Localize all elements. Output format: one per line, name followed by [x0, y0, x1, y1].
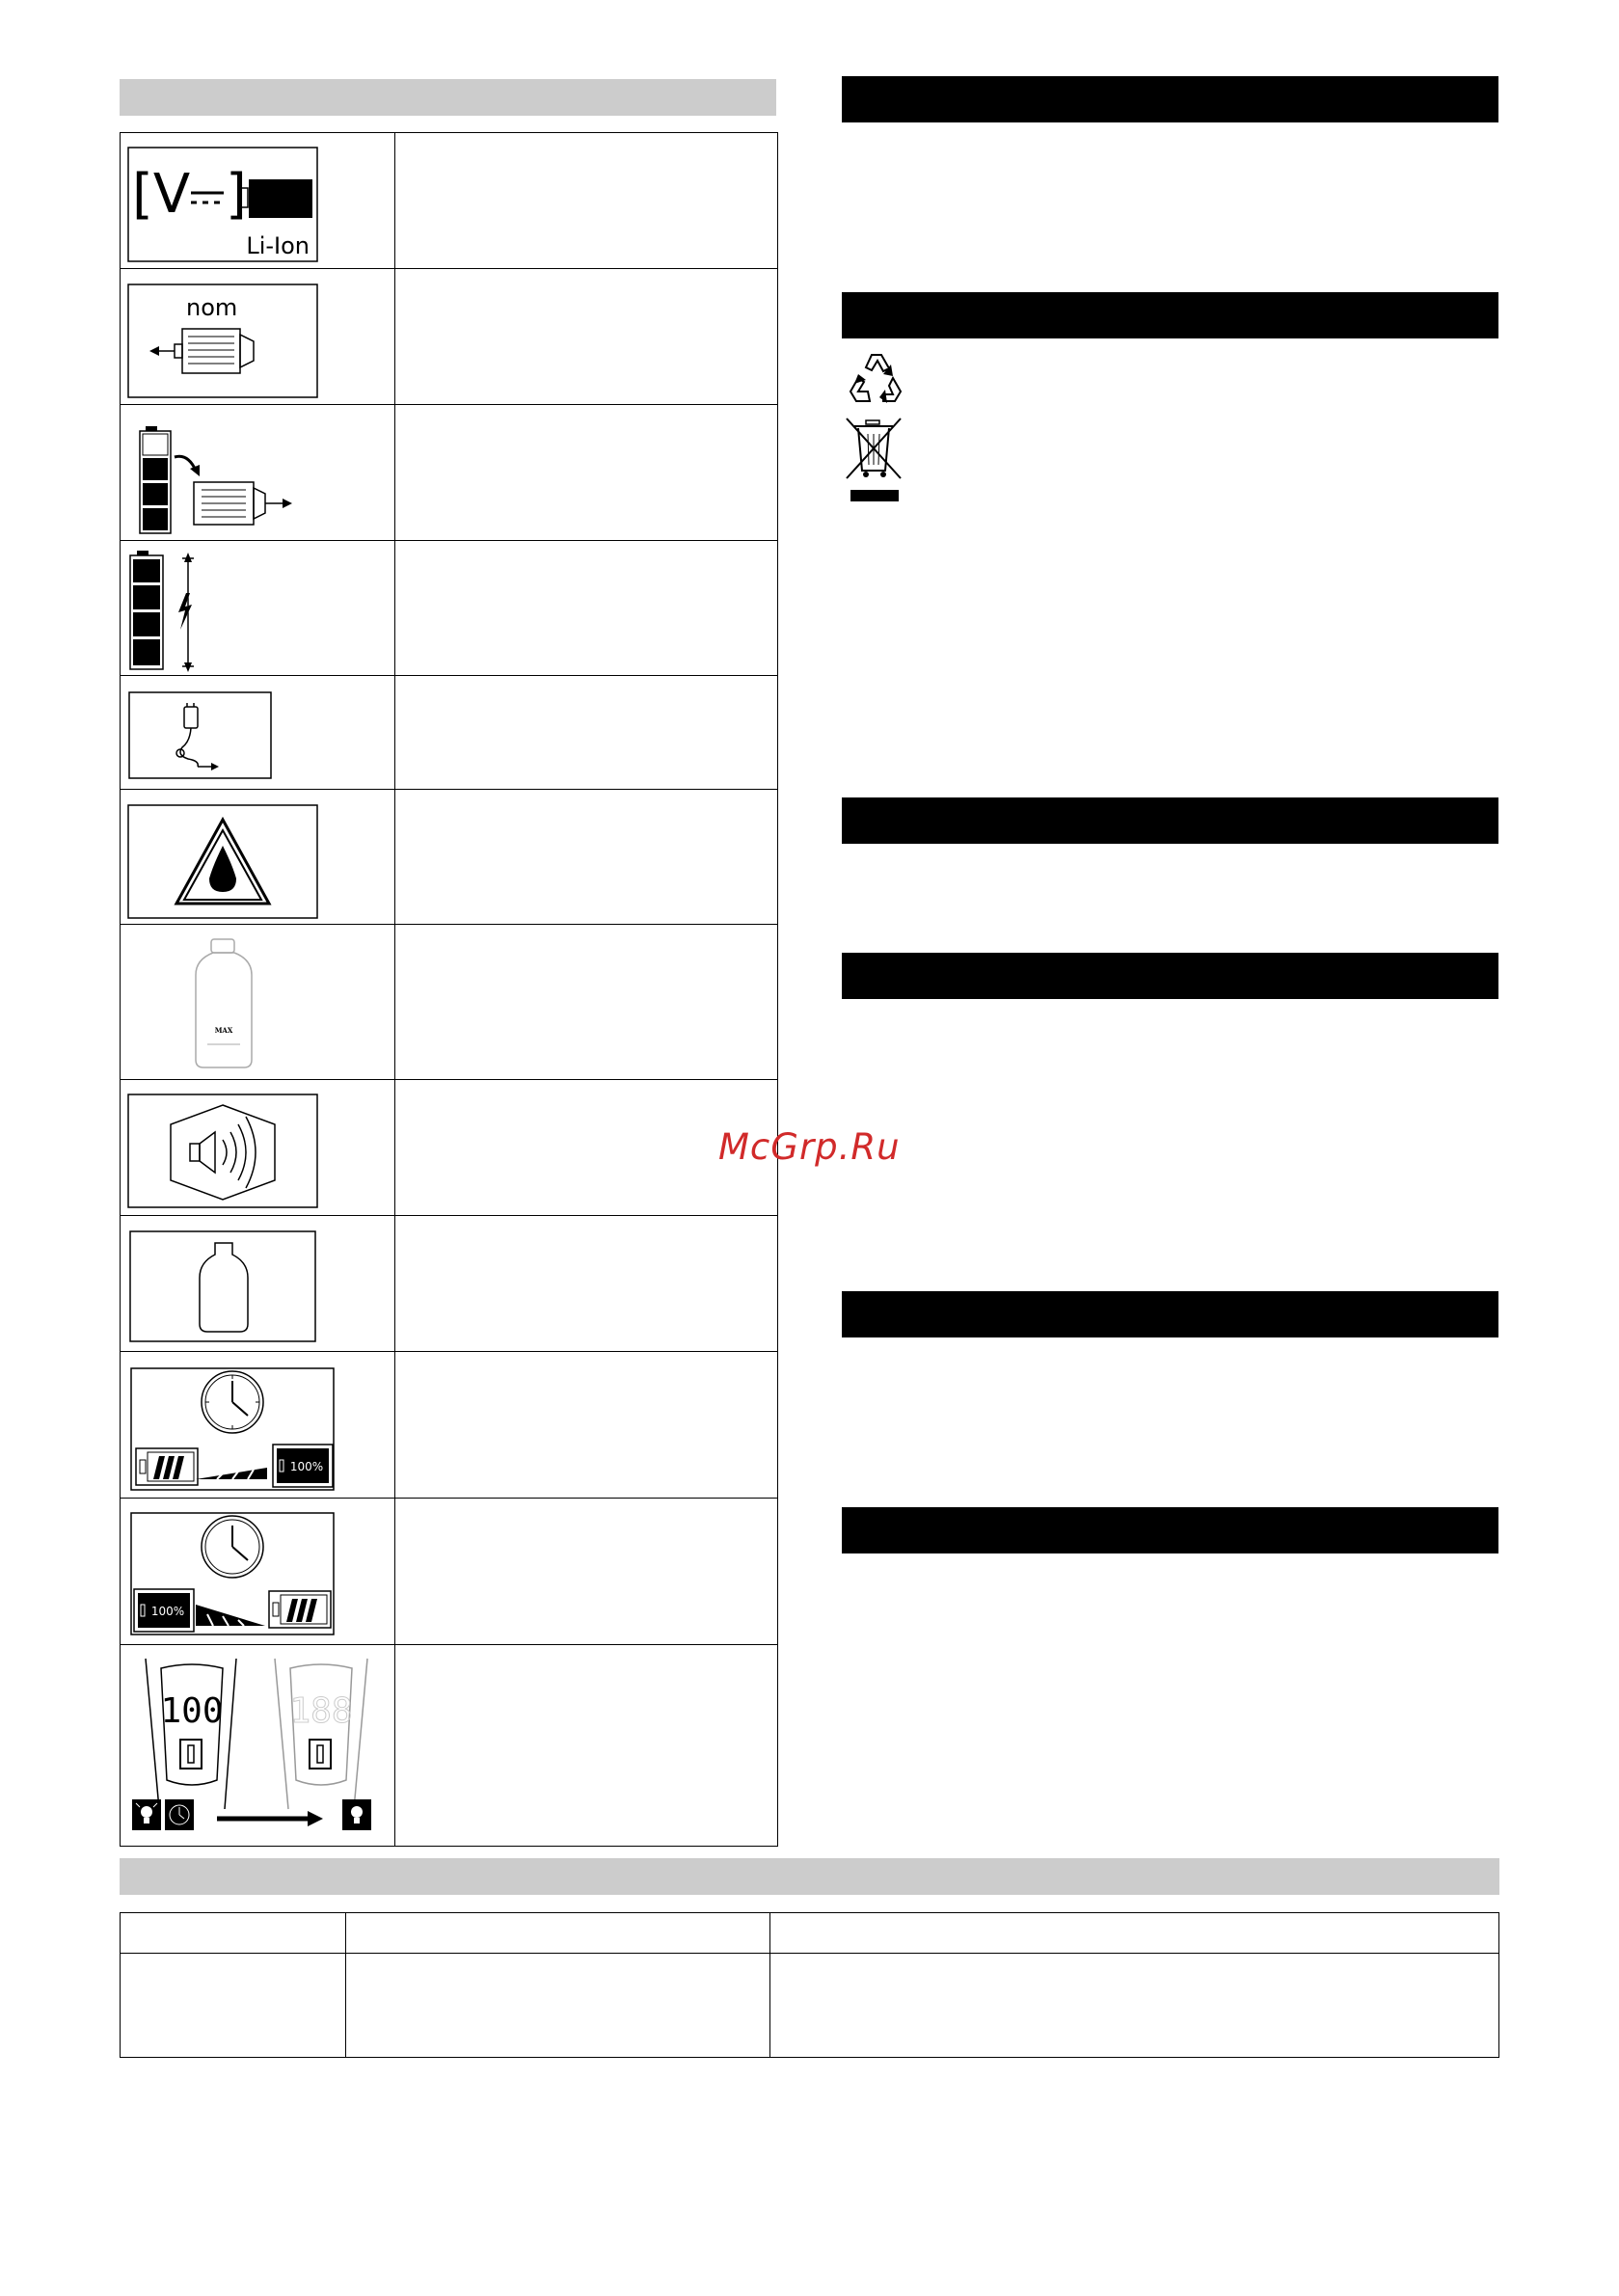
- symbols-section-header: [120, 79, 776, 116]
- recycle-icon: [845, 349, 908, 407]
- symbol-row-warning: [121, 790, 777, 925]
- bottom-section-header: [120, 1858, 1499, 1895]
- symbol-row-charging-time: [121, 1352, 777, 1499]
- section-heading-bar-5: [842, 1291, 1498, 1337]
- charge-complete-label: 100%: [289, 1460, 324, 1473]
- tank-max-icon: [121, 925, 395, 1079]
- section-heading-bar-3: [842, 797, 1498, 844]
- battery-powers-motor-icon: [121, 405, 395, 540]
- section-heading-bar-6: [842, 1507, 1498, 1553]
- svg-text:188: 188: [289, 1691, 353, 1731]
- symbol-row-run-time: [121, 1499, 777, 1645]
- display-indicator-icon: [121, 1645, 395, 1846]
- motor-nominal-icon: [121, 269, 395, 404]
- bottom-table-cell-2: [346, 1954, 770, 2058]
- discharge-start-label: 100%: [150, 1605, 185, 1618]
- battery-lightning-icon: [121, 541, 395, 675]
- symbol-row-display: [121, 1645, 777, 1846]
- bottom-table-header-cell-3: [770, 1913, 1499, 1954]
- bottom-table-header-cell-2: [346, 1913, 770, 1954]
- bottom-table-header-row: [121, 1913, 1499, 1954]
- symbols-table: [120, 132, 778, 1847]
- bottom-table-cell-3: [770, 1954, 1499, 2058]
- svg-text:]: ]: [226, 163, 247, 226]
- bottom-table-header-cell-1: [121, 1913, 346, 1954]
- watermark: McGrp.Ru: [718, 1126, 901, 1168]
- symbol-row-voltage: [121, 133, 777, 269]
- li-ion-label: Li-Ion: [246, 232, 310, 259]
- bottom-table-row: [121, 1954, 1499, 2058]
- section-heading-bar-1: [842, 76, 1498, 122]
- charger-icon: [121, 676, 395, 789]
- crossed-bin-icon: [843, 415, 904, 503]
- symbol-row-tank-capacity: [121, 925, 777, 1080]
- voltage-bracket-text: [V: [132, 163, 191, 226]
- symbol-row-noise-level: [121, 1080, 777, 1216]
- symbol-row-weight: [121, 1216, 777, 1352]
- symbol-row-motor-power: [121, 269, 777, 405]
- section-heading-bar-2: [842, 292, 1498, 338]
- section-heading-bar-4: [842, 953, 1498, 999]
- weight-icon: [121, 1216, 395, 1351]
- symbol-row-charger: [121, 676, 777, 790]
- sound-level-icon: [121, 1080, 395, 1215]
- nom-label: nom: [186, 294, 238, 321]
- run-time-icon: [121, 1499, 395, 1644]
- bottom-table-cell-1: [121, 1954, 346, 2058]
- charging-time-icon: [121, 1352, 395, 1498]
- warning-triangle-drop-icon: [121, 790, 395, 924]
- voltage-li-ion-icon: [121, 133, 395, 268]
- display-counter: 100: [160, 1691, 224, 1731]
- max-label: MAX: [214, 1026, 233, 1035]
- symbol-row-battery-to-motor: [121, 405, 777, 541]
- symbol-row-battery-voltage: [121, 541, 777, 676]
- bottom-table: [120, 1912, 1499, 2058]
